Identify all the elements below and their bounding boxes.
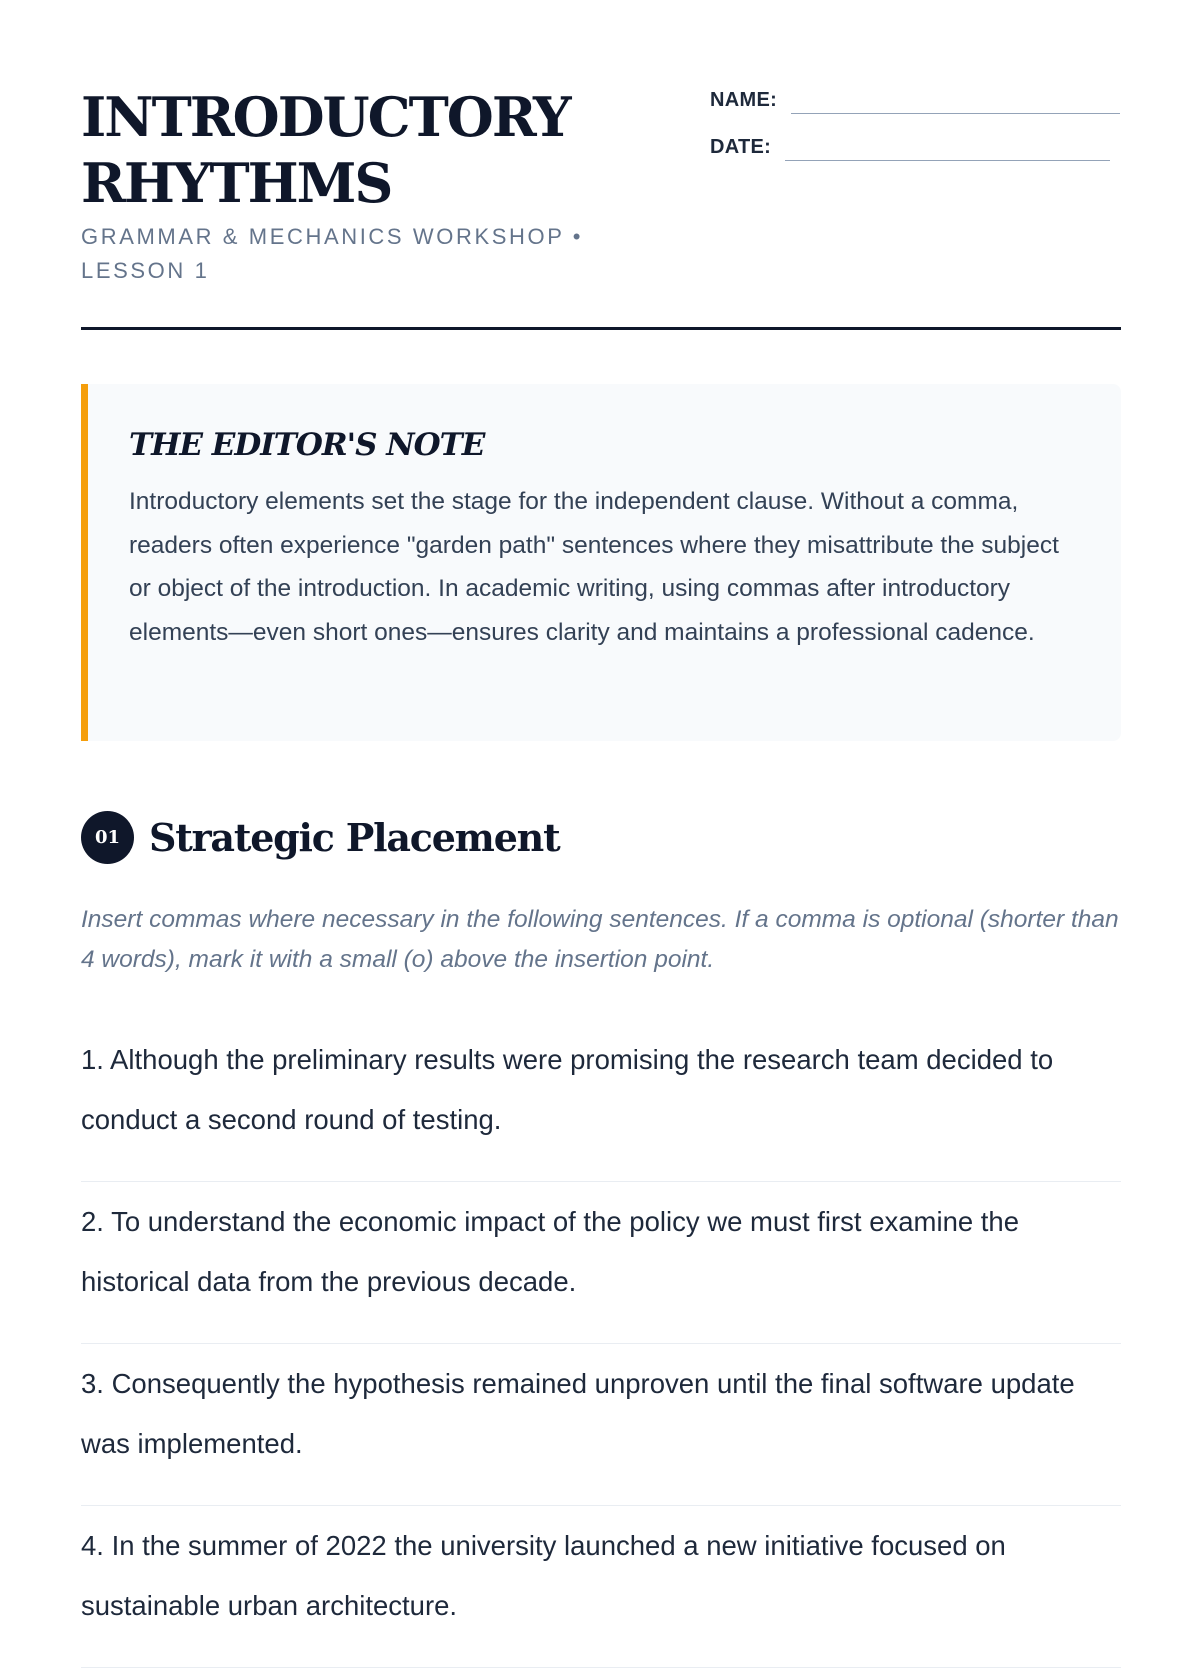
section-instructions: Insert commas where necessary in the following sentences. If a comma is optional (shorter than 4 words), mark it with a small (o) above the insertion point. bbox=[81, 906, 1119, 973]
editors-note-body: Introductory elements set the stage for the independent clause. Without a comma, readers often experience "garden path" sentences where they misattribute the subject or object of the introduction. In academic writing, using commas after introductory elements—even short ones—ensures clarity and maintains a professional cadence. bbox=[129, 488, 1059, 646]
section-header bbox=[81, 810, 559, 864]
header-divider bbox=[81, 327, 1121, 330]
exercise-text: 2. To understand the economic impact of the policy we must first examine the historical data from the previous decade. bbox=[81, 1206, 1020, 1297]
name-field[interactable] bbox=[791, 86, 1120, 114]
subtitle-line-2: LESSON 1 bbox=[81, 258, 210, 283]
exercise-text: 1. Although the preliminary results were promising the research team decided to conduct a second round of testing. bbox=[81, 1044, 1054, 1135]
exercise-item bbox=[81, 1182, 1121, 1344]
subtitle-line-1: GRAMMAR & MECHANICS WORKSHOP • bbox=[81, 224, 584, 249]
date-field[interactable] bbox=[785, 133, 1110, 161]
section-number-badge: 01 bbox=[81, 811, 134, 864]
date-label: DATE: bbox=[710, 136, 772, 158]
title-line-1: INTRODUCTORY bbox=[81, 85, 570, 149]
page-title bbox=[81, 84, 641, 216]
exercise-item bbox=[81, 1506, 1121, 1668]
section-title: Strategic Placement bbox=[149, 814, 560, 860]
student-info-fields bbox=[710, 80, 1120, 174]
worksheet-header bbox=[81, 0, 1119, 330]
exercise-item bbox=[81, 1020, 1121, 1182]
exercise-item bbox=[81, 1344, 1121, 1506]
date-field-row bbox=[710, 127, 1120, 161]
editors-note-box bbox=[81, 384, 1121, 741]
name-field-row bbox=[710, 80, 1120, 114]
name-label: NAME: bbox=[710, 89, 778, 111]
exercise-list bbox=[81, 1020, 1121, 1668]
page-subtitle bbox=[81, 220, 641, 288]
editors-note-title: THE EDITOR'S NOTE bbox=[129, 427, 485, 463]
exercise-text: 4. In the summer of 2022 the university launched a new initiative focused on sustainable urban architecture. bbox=[81, 1530, 1006, 1621]
exercise-text: 3. Consequently the hypothesis remained unproven until the final software update was implemented. bbox=[81, 1368, 1075, 1459]
title-line-2: RHYTHMS bbox=[81, 151, 392, 215]
